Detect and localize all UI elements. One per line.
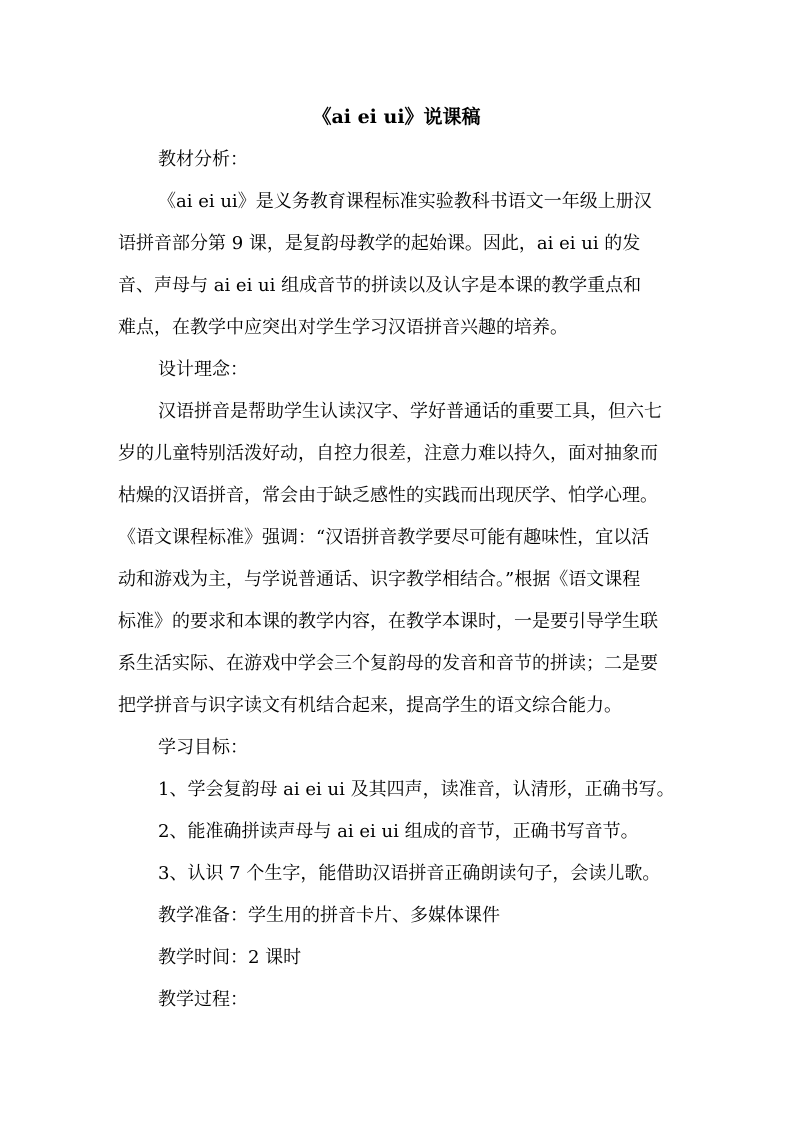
goal-item: 3、认识 7 个生字，能借助汉语拼音正确朗读句子，会读儿歌。 [158, 863, 661, 884]
concept-line: 系生活实际、在游戏中学会三个复韵母的发音和音节的拼读；二是要 [118, 653, 658, 674]
goal-item: 2、能准确拼读声母与 ai ei ui 组成的音节，正确书写音节。 [158, 821, 639, 842]
concept-heading: 设计理念： [158, 359, 248, 380]
analysis-heading: 教材分析： [158, 149, 248, 170]
concept-line: 岁的儿童特别活泼好动，自控力很差，注意力难以持久，面对抽象而 [118, 443, 658, 464]
concept-line: 标准》的要求和本课的教学内容，在教学本课时，一是要引导学生联 [118, 611, 658, 632]
process-heading: 教学过程： [158, 989, 248, 1010]
duration-line: 教学时间：2 课时 [158, 947, 302, 968]
concept-line: 《语文课程标准》强调：“汉语拼音教学要尽可能有趣味性，宜以活 [118, 527, 650, 548]
analysis-line: 语拼音部分第 9 课，是复韵母教学的起始课。因此，ai ei ui 的发 [118, 233, 641, 254]
concept-line: 枯燥的汉语拼音，常会由于缺乏感性的实践而出现厌学、怕学心理。 [118, 485, 658, 506]
concept-line: 动和游戏为主，与学说普通话、识字教学相结合。”根据《语文课程 [118, 569, 641, 590]
analysis-line: 难点，在教学中应突出对学生学习汉语拼音兴趣的培养。 [118, 317, 568, 338]
preparation-line: 教学准备：学生用的拼音卡片、多媒体课件 [158, 905, 500, 926]
analysis-line: 《ai ei ui》是义务教育课程标准实验教科书语文一年级上册汉 [158, 191, 652, 212]
concept-line: 把学拼音与识字读文有机结合起来，提高学生的语文综合能力。 [118, 695, 622, 716]
analysis-line: 音、声母与 ai ei ui 组成音节的拼读以及认字是本课的教学重点和 [118, 275, 642, 296]
concept-line: 汉语拼音是帮助学生认读汉字、学好普通话的重要工具，但六七 [158, 401, 662, 422]
goals-heading: 学习目标： [158, 737, 248, 758]
goal-item: 1、学会复韵母 ai ei ui 及其四声，读准音，认清形，正确书写。 [158, 779, 675, 800]
document-title: 《ai ei ui》说课稿 [312, 106, 481, 128]
